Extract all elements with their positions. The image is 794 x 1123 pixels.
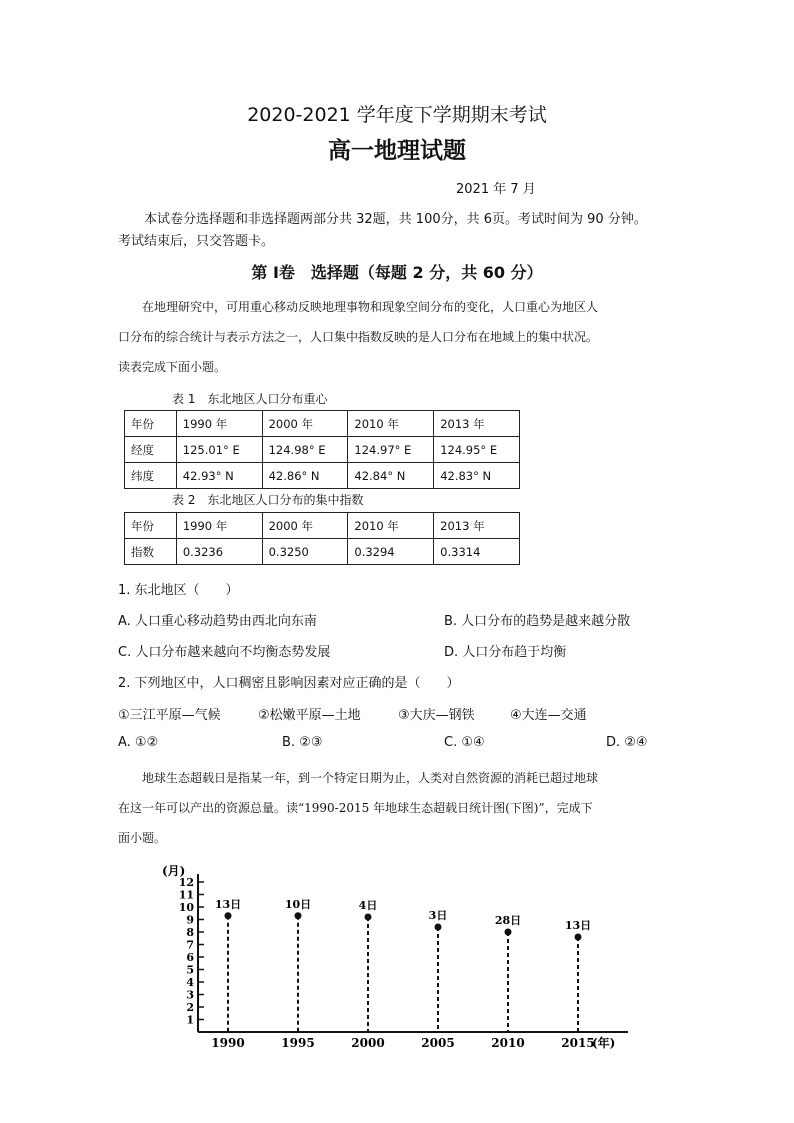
question-2-option-b: B. ②③ bbox=[282, 735, 323, 750]
table-cell: 经度 bbox=[125, 437, 177, 463]
chart-point bbox=[295, 912, 302, 919]
chart-data-label: 3日 bbox=[428, 909, 448, 922]
section-title: 第 Ⅰ卷 选择题（每题 2 分，共 60 分） bbox=[251, 263, 543, 282]
question-2-option-d: D. ②④ bbox=[606, 735, 648, 750]
chart-y-axis-label: (月) bbox=[162, 864, 186, 878]
chart-x-tick-label: 1995 bbox=[281, 1036, 315, 1050]
table-row bbox=[125, 539, 520, 565]
question-2-item-3: ③大庆—钢铁 bbox=[398, 708, 475, 723]
table-2 bbox=[124, 512, 520, 565]
chart-y-tick-label: 7 bbox=[186, 938, 194, 952]
table-cell: 2010 年 bbox=[348, 513, 434, 539]
passage-1-line-3: 读表完成下面小题。 bbox=[118, 360, 227, 374]
chart-y-tick-label: 1 bbox=[186, 1013, 194, 1027]
table-cell: 42.93° N bbox=[176, 463, 262, 489]
table-cell: 2013 年 bbox=[434, 513, 520, 539]
instructions-line-1: 本试卷分选择题和非选择题两部分共 32题，共 100分，共 6页。考试时间为 90 分钟。 bbox=[144, 212, 647, 227]
table-cell: 年份 bbox=[125, 513, 177, 539]
chart-data-label: 13日 bbox=[564, 919, 592, 932]
chart-y-tick-label: 10 bbox=[178, 901, 194, 914]
chart-y-tick-label: 12 bbox=[178, 876, 194, 889]
question-1-stem: 1. 东北地区（ ） bbox=[118, 583, 239, 598]
table-cell: 1990 年 bbox=[176, 411, 262, 437]
table-cell: 纬度 bbox=[125, 463, 177, 489]
passage-1-line-2: 口分布的综合统计与表示方法之一，人口集中指数反映的是人口分布在地域上的集中状况。 bbox=[118, 330, 599, 344]
chart-data-label: 4日 bbox=[358, 899, 378, 912]
exam-date: 2021 年 7 月 bbox=[456, 182, 536, 197]
table-row bbox=[125, 513, 520, 539]
exam-subject-title: 高一地理试题 bbox=[328, 138, 466, 164]
exam-title: 2020-2021 学年度下学期期末考试 bbox=[247, 104, 547, 126]
table-row bbox=[125, 411, 520, 437]
question-2-item-4: ④大连—交通 bbox=[510, 708, 587, 723]
chart-y-tick-label: 9 bbox=[186, 913, 194, 927]
chart-y-tick-label: 3 bbox=[186, 988, 194, 1002]
table-cell: 2000 年 bbox=[262, 411, 348, 437]
chart-data-label: 28日 bbox=[494, 914, 522, 927]
table-row bbox=[125, 463, 520, 489]
table-cell: 124.97° E bbox=[348, 437, 434, 463]
chart-x-tick-label: 2010 bbox=[491, 1036, 525, 1050]
chart-point bbox=[505, 929, 512, 936]
passage-2-line-3: 面小题。 bbox=[118, 831, 167, 845]
table-row bbox=[125, 437, 520, 463]
table-cell: 124.98° E bbox=[262, 437, 348, 463]
passage-1 bbox=[118, 292, 690, 382]
exam-instructions bbox=[118, 209, 698, 253]
question-2-stem: 2. 下列地区中，人口稠密且影响因素对应正确的是（ ） bbox=[118, 676, 460, 691]
passage-1-line-1: 在地理研究中，可用重心移动反映地理事物和现象空间分布的变化，人口重心为地区人 bbox=[142, 300, 599, 314]
question-2-option-c: C. ①④ bbox=[444, 735, 485, 750]
table-cell: 1990 年 bbox=[176, 513, 262, 539]
chart-y-tick-label: 6 bbox=[186, 951, 194, 964]
table-cell: 2010 年 bbox=[348, 411, 434, 437]
chart-y-tick-label: 2 bbox=[186, 1001, 194, 1014]
chart-x-axis-label: (年) bbox=[592, 1036, 616, 1050]
question-1-option-b: B. 人口分布的趋势是越来越分散 bbox=[444, 614, 631, 629]
table-cell: 0.3250 bbox=[262, 539, 348, 565]
table-2-caption: 表 2 东北地区人口分布的集中指数 bbox=[172, 493, 364, 507]
chart-point bbox=[435, 924, 442, 931]
table-cell: 125.01° E bbox=[176, 437, 262, 463]
question-2-item-1: ①三江平原—气候 bbox=[118, 708, 221, 723]
question-1-option-c: C. 人口分布越来越向不均衡态势发展 bbox=[118, 645, 331, 660]
chart-point bbox=[225, 912, 232, 919]
question-1-option-d: D. 人口分布趋于均衡 bbox=[444, 645, 567, 660]
table-cell: 0.3294 bbox=[348, 539, 434, 565]
table-cell: 42.84° N bbox=[348, 463, 434, 489]
passage-2 bbox=[118, 763, 690, 853]
passage-2-line-1: 地球生态超载日是指某一年，到一个特定日期为止，人类对自然资源的消耗已超过地球 bbox=[142, 771, 599, 785]
chart-x-tick-label: 2015 bbox=[561, 1036, 595, 1050]
table-cell: 年份 bbox=[125, 411, 177, 437]
chart-point bbox=[365, 914, 372, 921]
table-cell: 42.86° N bbox=[262, 463, 348, 489]
passage-2-line-2: 在这一年可以产出的资源总量。读“1990-2015 年地球生态超载日统计图(下图)”，完成下 bbox=[118, 801, 593, 815]
chart-y-tick-label: 5 bbox=[186, 963, 194, 977]
question-2-item-2: ②松嫩平原—土地 bbox=[258, 708, 361, 723]
chart-data-label: 10日 bbox=[284, 897, 312, 911]
chart-x-tick-label: 1990 bbox=[211, 1036, 245, 1050]
table-cell: 124.95° E bbox=[434, 437, 520, 463]
chart-point bbox=[575, 934, 582, 941]
table-cell: 指数 bbox=[125, 539, 177, 565]
chart-y-tick-label: 8 bbox=[186, 926, 194, 939]
instructions-line-2: 考试结束后，只交答题卡。 bbox=[118, 234, 275, 249]
chart-x-tick-label: 2000 bbox=[351, 1036, 385, 1050]
question-1-option-a: A. 人口重心移动趋势由西北向东南 bbox=[118, 614, 317, 629]
chart-data-label: 13日 bbox=[214, 897, 242, 911]
table-cell: 42.83° N bbox=[434, 463, 520, 489]
overshoot-day-chart bbox=[140, 858, 640, 1058]
question-2-option-a: A. ①② bbox=[118, 735, 159, 750]
table-cell: 0.3236 bbox=[176, 539, 262, 565]
table-cell: 0.3314 bbox=[434, 539, 520, 565]
table-cell: 2000 年 bbox=[262, 513, 348, 539]
chart-x-tick-label: 2005 bbox=[421, 1036, 455, 1050]
chart-y-tick-label: 4 bbox=[186, 976, 194, 989]
table-cell: 2013 年 bbox=[434, 411, 520, 437]
table-1 bbox=[124, 410, 520, 489]
chart-y-tick-label: 11 bbox=[178, 888, 194, 902]
table-1-caption: 表 1 东北地区人口分布重心 bbox=[172, 392, 328, 406]
